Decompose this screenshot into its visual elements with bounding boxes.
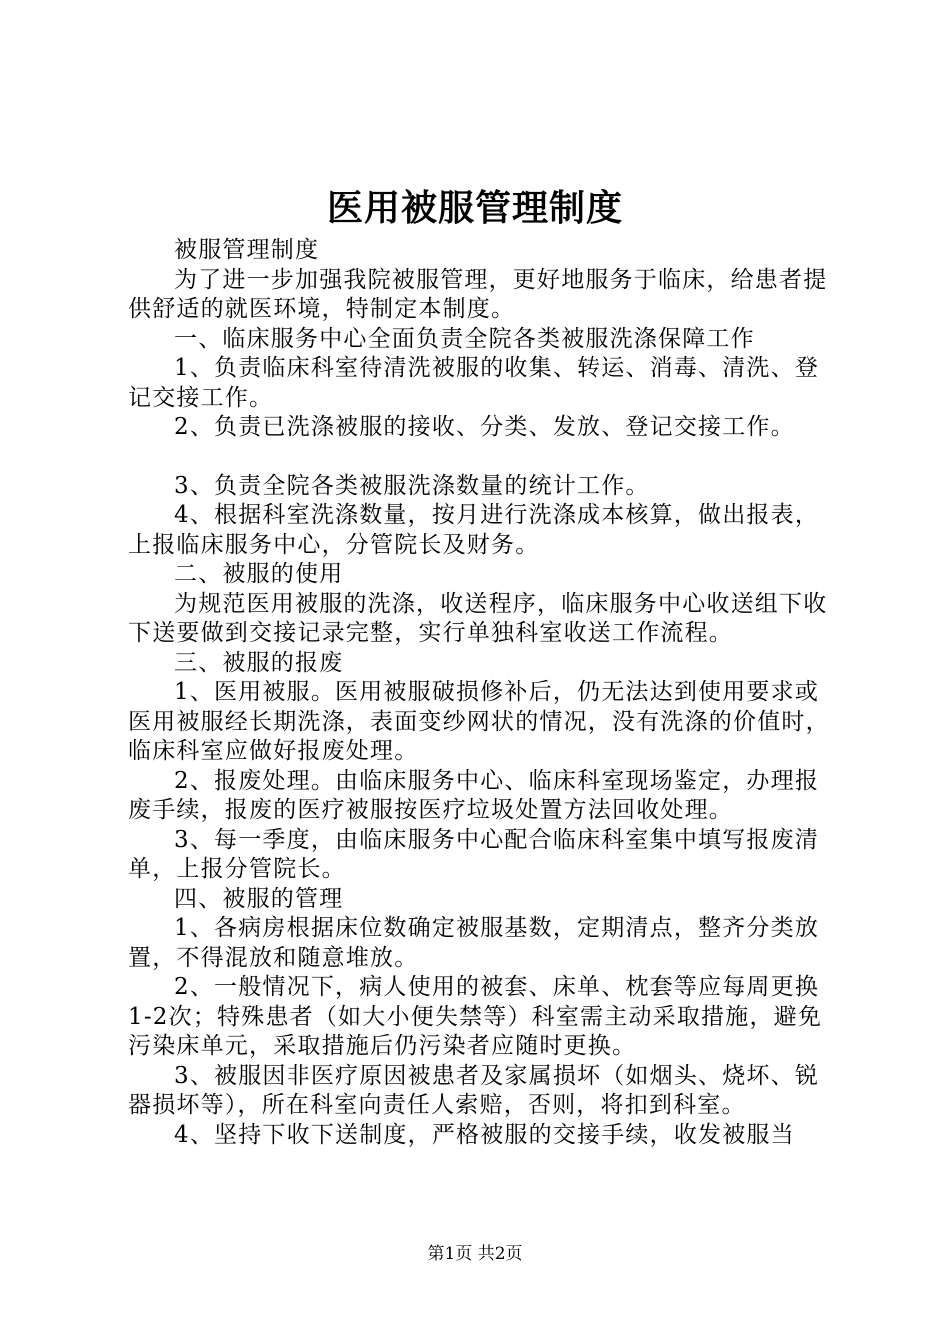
section-heading: 一、临床服务中心全面负责全院各类被服洗涤保障工作 — [174, 325, 755, 352]
paragraph: 2、一般情况下，病人使用的被套、床单、枕套等应每周更换1-2次；特殊患者（如大小便失禁等）科室需主动采取措施，避免污染床单元，采取措施后仍污染者应随时更换。 — [128, 974, 823, 1059]
section-heading: 四、被服的管理 — [174, 885, 344, 912]
paragraph: 2、报废处理。由临床服务中心、临床科室现场鉴定，办理报废手续，报废的医疗被服按医疗垃圾处置方法回收处理。 — [128, 767, 820, 823]
paragraph: 3、负责全院各类被服洗涤数量的统计工作。 — [174, 472, 650, 499]
document-body — [128, 236, 838, 1150]
page-footer: 第1页 共2页 — [427, 1244, 523, 1264]
section-heading: 三、被服的报废 — [174, 649, 344, 676]
paragraph: 2、负责已洗涤被服的接收、分类、发放、登记交接工作。 — [174, 414, 795, 440]
paragraph: 为规范医用被服的洗涤，收送程序，临床服务中心收送组下收下送要做到交接记录完整，实行单独科室收送工作流程。 — [128, 590, 828, 646]
paragraph: 1、负责临床科室待清洗被服的收集、转运、消毒、清洗、登记交接工作。 — [128, 355, 820, 411]
paragraph: 被服管理制度 — [174, 237, 320, 263]
paragraph: 4、坚持下收下送制度，严格被服的交接手续，收发被服当 — [174, 1121, 795, 1148]
paragraph: 3、被服因非医疗原因被患者及家属损坏（如烟头、烧坏、锐器损坏等），所在科室向责任人索赔，否则，将扣到科室。 — [128, 1062, 820, 1118]
paragraph: 1、医用被服。医用被服破损修补后，仍无法达到使用要求或医用被服经长期洗涤，表面变纱网状的情况，没有洗涤的价值时，临床科室应做好报废处理。 — [128, 679, 830, 764]
document-title: 医用被服管理制度 — [326, 187, 623, 229]
paragraph: 3、每一季度，由临床服务中心配合临床科室集中填写报废清单，上报分管院长。 — [128, 826, 820, 882]
section-heading: 二、被服的使用 — [174, 561, 344, 587]
paragraph: 1、各病房根据床位数确定被服基数，定期清点，整齐分类放置，不得混放和随意堆放。 — [128, 915, 820, 971]
paragraph: 为了进一步加强我院被服管理，更好地服务于临床，给患者提供舒适的就医环境，特制定本制度。 — [128, 266, 828, 322]
paragraph: 4、根据科室洗涤数量，按月进行洗涤成本核算，做出报表，上报临床服务中心，分管院长及财务。 — [128, 502, 820, 558]
